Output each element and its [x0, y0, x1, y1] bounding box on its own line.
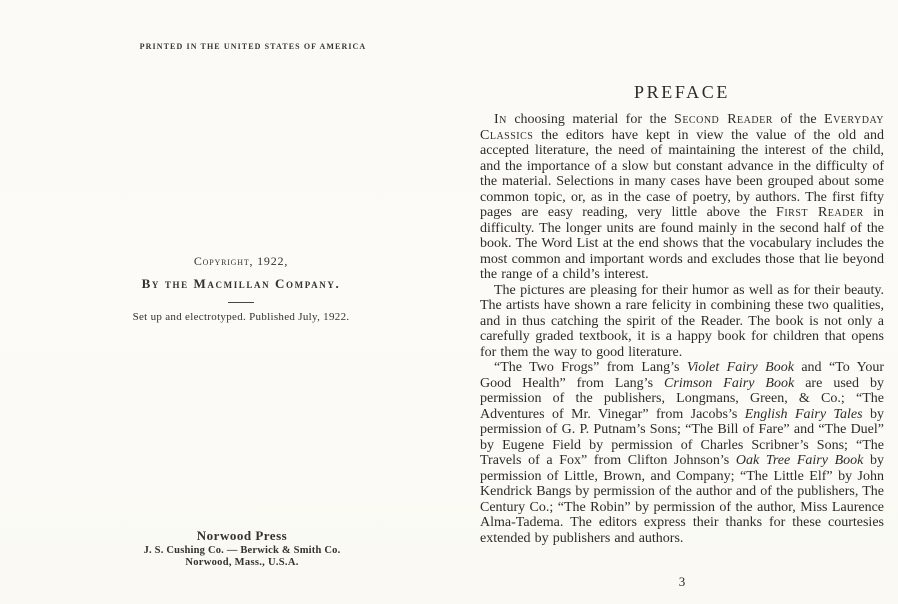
text-segment-plain: are used by permission of the publishers, Longmans, Green, & Co.; “The Adventures of Mr. Vinegar” from Jacobs’s — [480, 375, 884, 422]
text-segment-smallcaps: Everyday Classics — [480, 112, 884, 143]
press-location: Norwood, Mass., U.S.A. — [185, 557, 299, 568]
press-companies: J. S. Cushing Co. — Berwick & Smith Co. — [143, 545, 341, 556]
text-segment-italic: Oak Tree Fairy Book — [735, 453, 864, 468]
copyright-block — [91, 254, 391, 323]
text-segment-plain: and “To Your Good Health” from Lang’s — [480, 360, 885, 391]
copyright-line: Copyright, 1922, — [193, 254, 289, 268]
text-segment-plain: The pictures are pleasing for their humor as well as for their beauty. The artists have shown a rare felicity in combining these two qualities, and in thus catching the spirit of the Reader. The book is not only a carefully graded textbook, it is a happy book for children that opens for them the way to good literature. — [480, 282, 884, 360]
text-segment-italic: English Fairy Tales — [744, 406, 863, 422]
text-segment-italic: Crimson Fairy Book — [664, 375, 795, 391]
preface-paragraph — [480, 360, 884, 546]
text-segment-plain: choosing material for the — [506, 112, 675, 127]
text-segment-plain: by permission of Little, Brown, and Company; “The Little Elf” by John Kendrick Bangs by permission of the author and of the publishers, The Century Co.; “The Robin” by permission of the author, Miss Laurence Alma-Tadema. The editors express their thanks for these courtesies extended by publishers and authors. — [480, 453, 884, 546]
printers-notice: PRINTED IN THE UNITED STATES OF AMERICA — [139, 42, 367, 51]
text-segment-italic: Violet Fairy Book — [686, 360, 794, 375]
text-segment-plain: by permission of G. P. Putnam’s Sons; “The Bill of Fare” and “The Duel” by Eugene Field by permission of Charles Scribner’s Sons; “The Travels of a Fox” from Clifton Johnson’s — [480, 406, 884, 468]
text-segment-plain: in difficulty. The longer units are found mainly in the second half of the book. The Word List at the end shows that the vocabulary includes the most common and important words and excludes those that lie beyond the range of a child’s interest. — [480, 205, 884, 282]
text-segment-smallcaps: Second Reader — [674, 112, 773, 127]
copyright-holder: By the Macmillan Company. — [141, 276, 341, 291]
publication-note: Set up and electrotyped. Published July, 1922. — [132, 311, 350, 323]
text-segment-smallcaps: In — [494, 112, 507, 127]
preface-paragraph — [480, 112, 884, 283]
text-segment-plain: “The Two Frogs” from Lang’s — [494, 360, 687, 375]
press-block — [92, 528, 392, 568]
text-segment-smallcaps: First Reader — [776, 205, 864, 220]
page-number: 3 — [678, 574, 686, 589]
right-page — [450, 0, 898, 604]
copyright-divider — [228, 302, 254, 303]
text-segment-plain: of the — [772, 112, 825, 127]
press-name: Norwood Press — [196, 528, 288, 543]
text-segment-plain: the editors have kept in view the value of the old and accepted literature, the need of maintaining the interest of the child, and the importance of a slow but constant advance in the difficulty of the material. Selections in many cases have been grouped about some common topic, or, as in the case of poetry, by authors. The first fifty pages are easy reading, very little above the — [480, 127, 884, 220]
preface-paragraph — [480, 283, 884, 361]
preface-body — [480, 112, 884, 546]
page-title: PREFACE — [634, 82, 730, 102]
